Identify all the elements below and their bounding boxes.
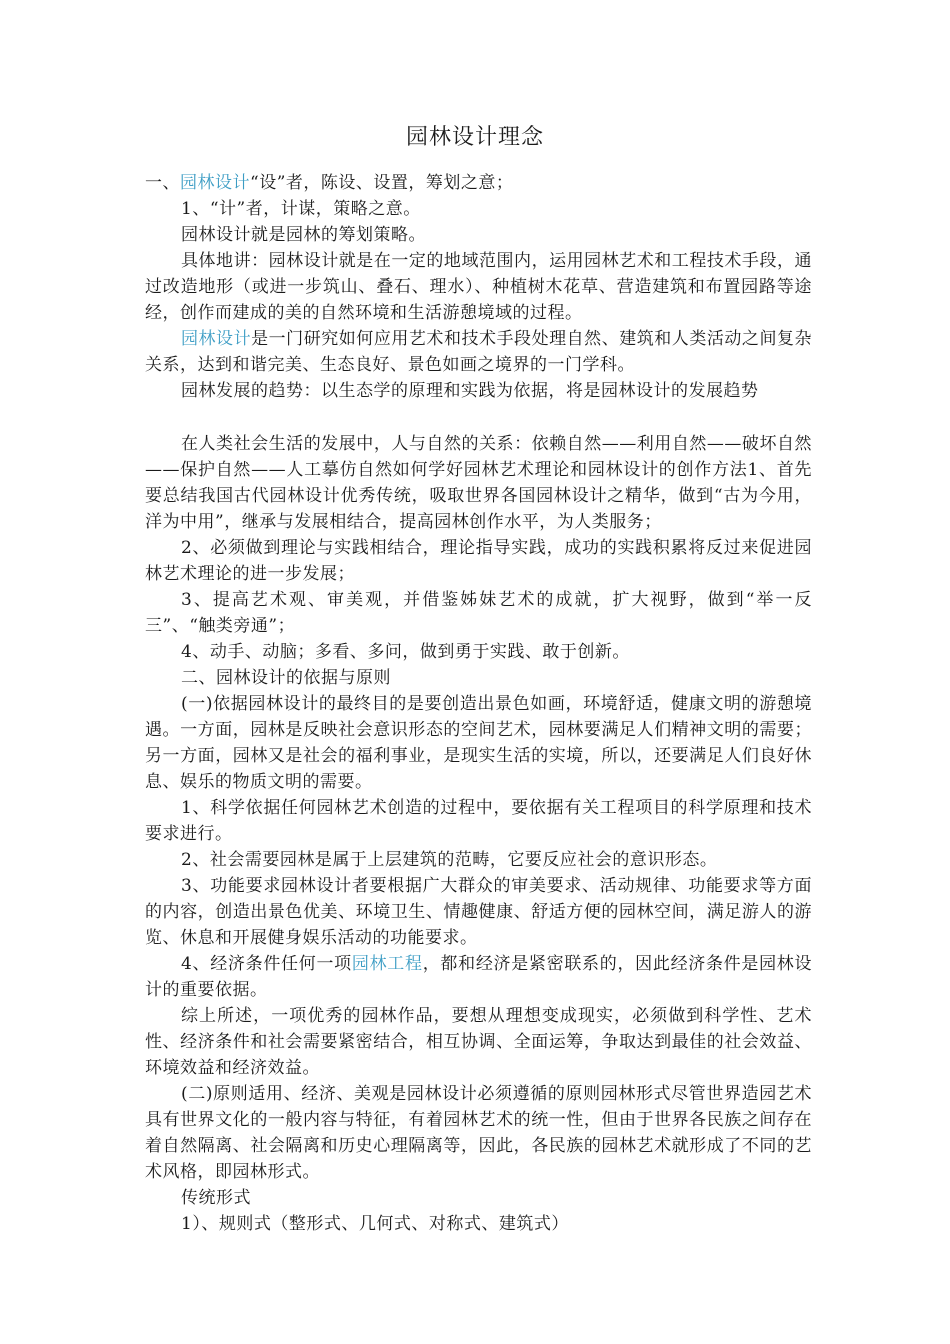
paragraph-text: 综上所述，一项优秀的园林作品，要想从理想变成现实，必须做到科学性、艺术性、经济条件和社会需要紧密结合，相互协调、全面运筹，争取达到最佳的社会效益、环境效益和经济效益。 — [145, 1006, 812, 1078]
paragraph-text: 4、经济条件任何一项 — [181, 954, 352, 974]
paragraph — [145, 1185, 812, 1211]
paragraph-text: ，都和经济是紧密联系的，因此经济条件是园林设计的重要依据。 — [145, 954, 813, 1000]
paragraph — [145, 1003, 812, 1081]
paragraph-text: 在人类社会生活的发展中，人与自然的关系：依赖自然——利用自然——破坏自然——保护自然——人工摹仿自然如何学好园林艺术理论和园林设计的创作方法1、首先要总结我国古代园林设计优秀传统，吸取世界各国园林设计之精华，做到“古为今用，洋为中用”，继承与发展相结合，提高园林创作水平，为人类服务； — [145, 434, 812, 532]
paragraph — [145, 326, 812, 378]
paragraph-text: 二、园林设计的依据与原则 — [181, 668, 391, 688]
paragraph — [145, 847, 812, 873]
paragraph — [145, 951, 812, 1003]
paragraph-text: 2、必须做到理论与实践相结合，理论指导实践，成功的实践积累将反过来促进园林艺术理论的进一步发展； — [145, 538, 812, 584]
paragraph-text: 一、 — [145, 173, 180, 193]
paragraph — [145, 873, 812, 951]
paragraph — [145, 1081, 812, 1185]
paragraph-text: 3、功能要求园林设计者要根据广大群众的审美要求、活动规律、功能要求等方面的内容，创造出景色优美、环境卫生、情趣健康、舒适方便的园林空间，满足游人的游览、休息和开展健身娱乐活动的功能要求。 — [145, 876, 812, 948]
paragraph — [145, 170, 812, 196]
paragraph-gap — [145, 404, 812, 431]
document-title: 园林设计理念 — [405, 125, 544, 150]
hyperlink[interactable]: 园林设计 — [180, 173, 250, 193]
paragraph-text: 具体地讲：园林设计就是在一定的地域范围内，运用园林艺术和工程技术手段，通过改造地形（或进一步筑山、叠石、理水）、种植树木花草、营造建筑和布置园路等途经，创作而建成的美的自然环境和生活游憩境域的过程。 — [145, 251, 812, 323]
paragraph — [145, 587, 812, 639]
paragraph-text: 3、提高艺术观、审美观，并借鉴姊妹艺术的成就，扩大视野，做到“举一反三”、“触类旁通”； — [145, 590, 812, 636]
paragraph-text: (一)依据园林设计的最终目的是要创造出景色如画，环境舒适，健康文明的游憩境遇。一方面，园林是反映社会意识形态的空间艺术，园林要满足人们精神文明的需要；另一方面，园林又是社会的福利事业，是现实生活的实境，所以，还要满足人们良好休息、娱乐的物质文明的需要。 — [145, 694, 812, 792]
paragraph — [145, 665, 812, 691]
paragraph-text: 2、社会需要园林是属于上层建筑的范畴，它要反应社会的意识形态。 — [181, 850, 718, 870]
hyperlink[interactable]: 园林设计 — [181, 329, 252, 349]
paragraph-text: 1、“计”者，计谋，策略之意。 — [181, 199, 421, 219]
paragraph-text: 园林发展的趋势：以生态学的原理和实践为依据，将是园林设计的发展趋势 — [181, 381, 759, 401]
paragraph-text: “设”者，陈设、设置，筹划之意； — [250, 173, 514, 193]
paragraph-text: 1、科学依据任何园林艺术创造的过程中，要依据有关工程项目的科学原理和技术要求进行。 — [145, 798, 812, 844]
paragraph-text: 是一门研究如何应用艺术和技术手段处理自然、建筑和人类活动之间复杂关系，达到和谐完美、生态良好、景色如画之境界的一门学科。 — [145, 329, 813, 375]
paragraph — [145, 795, 812, 847]
paragraph — [145, 378, 812, 404]
paragraph — [145, 248, 812, 326]
paragraph — [145, 691, 812, 795]
paragraph — [145, 196, 812, 222]
paragraph-text: 园林设计就是园林的筹划策略。 — [181, 225, 426, 245]
paragraph — [145, 535, 812, 587]
document-body — [145, 170, 812, 1237]
paragraph — [145, 222, 812, 248]
paragraph-text: 4、动手、动脑；多看、多问，做到勇于实践、敢于创新。 — [181, 642, 630, 662]
paragraph — [145, 431, 812, 535]
paragraph — [145, 1211, 812, 1237]
paragraph-text: 1）、规则式（整形式、几何式、对称式、建筑式） — [181, 1214, 569, 1234]
hyperlink[interactable]: 园林工程 — [351, 954, 423, 974]
paragraph-text: (二)原则适用、经济、美观是园林设计必须遵循的原则园林形式尽管世界造园艺术具有世界文化的一般内容与特征，有着园林艺术的统一性，但由于世界各民族之间存在着自然隔离、社会隔离和历史心理隔离等，因此，各民族的园林艺术就形成了不同的艺术风格，即园林形式。 — [145, 1084, 812, 1182]
paragraph-text: 传统形式 — [181, 1188, 251, 1208]
paragraph — [145, 639, 812, 665]
